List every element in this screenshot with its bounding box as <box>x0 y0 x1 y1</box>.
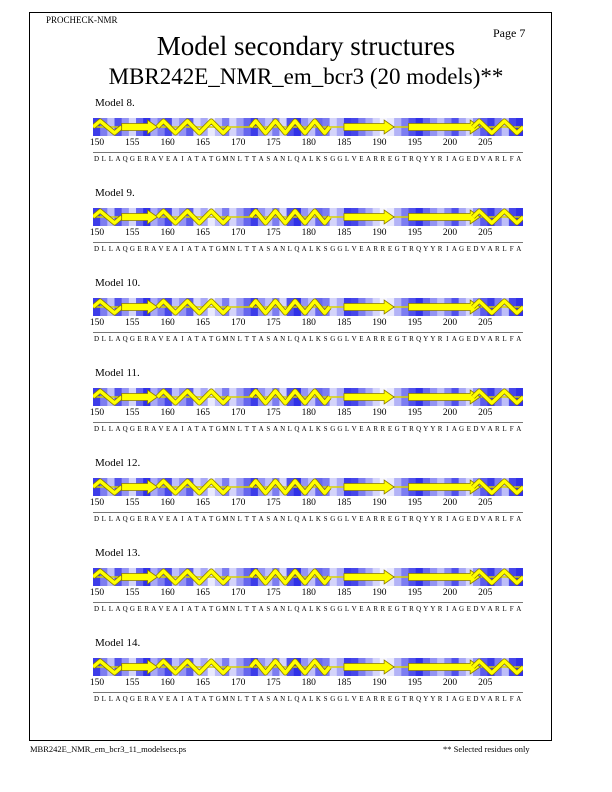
residue-tick-label: 170 <box>231 138 246 148</box>
residue-tick-label: 185 <box>336 678 352 688</box>
residue-tick-label: 160 <box>160 228 175 238</box>
model-label: Model 14. <box>95 637 141 649</box>
residue-tick-label: 175 <box>266 678 281 688</box>
residue-tick-label: 165 <box>195 678 211 688</box>
residue-tick-label: 175 <box>266 498 281 508</box>
secondary-structure-bar <box>93 658 523 676</box>
residue-sequence: D L L A Q G E R A V E A I A T A T G M N L T T A S A N L Q A L K S G G L V E A R R E G T R Q Y Y R I A G E D V A R L F A <box>94 245 522 253</box>
footer-note: ** Selected residues only <box>443 744 530 754</box>
residue-tick-label: 150 <box>89 408 105 418</box>
secondary-structure-bar <box>93 118 523 136</box>
divider <box>93 152 523 153</box>
page-number: Page 7 <box>493 26 526 40</box>
residue-tick-label: 165 <box>195 588 211 598</box>
residue-tick-label: 195 <box>407 228 422 238</box>
model-block <box>0 457 612 547</box>
residue-tick-label: 150 <box>89 498 105 508</box>
model-label: Model 9. <box>95 187 135 199</box>
residue-tick-label: 175 <box>266 228 281 238</box>
residue-tick-label: 185 <box>336 228 352 238</box>
model-label: Model 13. <box>95 547 141 559</box>
residue-tick-label: 190 <box>372 498 387 508</box>
residue-tick-label: 165 <box>195 228 211 238</box>
residue-tick-label: 205 <box>478 228 493 238</box>
residue-ticks <box>0 318 612 330</box>
residue-tick-label: 205 <box>478 678 493 688</box>
residue-tick-label: 155 <box>125 588 140 598</box>
residue-tick-label: 195 <box>407 588 422 598</box>
residue-tick-label: 185 <box>336 408 352 418</box>
residue-tick-label: 160 <box>160 678 175 688</box>
residue-tick-label: 160 <box>160 498 175 508</box>
residue-tick-label: 175 <box>266 588 281 598</box>
residue-sequence: D L L A Q G E R A V E A I A T A T G M N L T T A S A N L Q A L K S G G L V E A R R E G T R Q Y Y R I A G E D V A R L F A <box>94 515 522 523</box>
model-label: Model 12. <box>95 457 141 469</box>
residue-tick-label: 190 <box>372 138 387 148</box>
residue-tick-label: 170 <box>231 318 246 328</box>
residue-tick-label: 205 <box>478 408 493 418</box>
secondary-structure-bar <box>93 208 523 226</box>
divider <box>93 332 523 333</box>
residue-tick-label: 200 <box>442 498 458 508</box>
residue-tick-label: 195 <box>407 408 422 418</box>
residue-tick-label: 175 <box>266 318 281 328</box>
residue-tick-label: 200 <box>442 408 458 418</box>
residue-tick-label: 150 <box>89 318 105 328</box>
secondary-structure-svg <box>93 658 523 676</box>
residue-tick-label: 170 <box>231 228 246 238</box>
residue-tick-label: 185 <box>336 318 352 328</box>
residue-ticks <box>0 228 612 240</box>
residue-tick-label: 205 <box>478 318 493 328</box>
residue-tick-label: 195 <box>407 678 422 688</box>
residue-tick-label: 205 <box>478 498 493 508</box>
secondary-structure-svg <box>93 118 523 136</box>
residue-tick-label: 160 <box>160 408 175 418</box>
residue-sequence: D L L A Q G E R A V E A I A T A T G M N L T T A S A N L Q A L K S G G L V E A R R E G T R Q Y Y R I A G E D V A R L F A <box>94 155 522 163</box>
secondary-structure-bar <box>93 478 523 496</box>
residue-tick-label: 155 <box>125 678 140 688</box>
residue-tick-label: 160 <box>160 138 175 148</box>
residue-ticks <box>0 588 612 600</box>
secondary-structure-svg <box>93 298 523 316</box>
residue-tick-label: 150 <box>89 678 105 688</box>
residue-tick-label: 170 <box>231 678 246 688</box>
residue-tick-label: 200 <box>442 228 458 238</box>
residue-tick-label: 190 <box>372 678 387 688</box>
residue-tick-label: 195 <box>407 318 422 328</box>
residue-tick-label: 200 <box>442 138 458 148</box>
secondary-structure-bar <box>93 388 523 406</box>
model-block <box>0 637 612 727</box>
residue-tick-label: 180 <box>301 138 316 148</box>
residue-tick-label: 150 <box>89 228 105 238</box>
model-block <box>0 97 612 187</box>
residue-tick-label: 205 <box>478 138 493 148</box>
residue-tick-label: 165 <box>195 498 211 508</box>
secondary-structure-bar <box>93 568 523 586</box>
residue-tick-label: 155 <box>125 408 140 418</box>
residue-tick-label: 180 <box>301 678 316 688</box>
residue-tick-label: 180 <box>301 588 316 598</box>
footer-filename: MBR242E_NMR_em_bcr3_11_modelsecs.ps <box>30 744 187 754</box>
residue-tick-label: 155 <box>125 318 140 328</box>
residue-tick-label: 195 <box>407 498 422 508</box>
residue-tick-label: 190 <box>372 228 387 238</box>
secondary-structure-svg <box>93 208 523 226</box>
residue-sequence: D L L A Q G E R A V E A I A T A T G M N L T T A S A N L Q A L K S G G L V E A R R E G T R Q Y Y R I A G E D V A R L F A <box>94 695 522 703</box>
model-label: Model 10. <box>95 277 141 289</box>
residue-tick-label: 155 <box>125 498 140 508</box>
residue-sequence: D L L A Q G E R A V E A I A T A T G M N L T T A S A N L Q A L K S G G L V E A R R E G T R Q Y Y R I A G E D V A R L F A <box>94 605 522 613</box>
residue-tick-label: 180 <box>301 228 316 238</box>
residue-tick-label: 165 <box>195 138 211 148</box>
program-label: PROCHECK-NMR <box>46 15 118 25</box>
residue-tick-label: 165 <box>195 408 211 418</box>
residue-ticks <box>0 138 612 150</box>
residue-tick-label: 200 <box>442 588 458 598</box>
residue-tick-label: 175 <box>266 138 281 148</box>
residue-tick-label: 190 <box>372 588 387 598</box>
residue-ticks <box>0 408 612 420</box>
residue-tick-label: 205 <box>478 588 493 598</box>
model-label: Model 11. <box>95 367 140 379</box>
page-title: Model secondary structures <box>156 31 456 61</box>
residue-ticks <box>0 678 612 690</box>
residue-tick-label: 200 <box>442 318 458 328</box>
divider <box>93 512 523 513</box>
residue-tick-label: 150 <box>89 588 105 598</box>
residue-tick-label: 160 <box>160 588 175 598</box>
residue-tick-label: 185 <box>336 588 352 598</box>
model-block <box>0 277 612 367</box>
residue-tick-label: 185 <box>336 138 352 148</box>
residue-ticks <box>0 498 612 510</box>
residue-tick-label: 180 <box>301 498 316 508</box>
residue-tick-label: 175 <box>266 408 281 418</box>
residue-tick-label: 200 <box>442 678 458 688</box>
divider <box>93 422 523 423</box>
residue-tick-label: 170 <box>231 498 246 508</box>
residue-tick-label: 155 <box>125 228 140 238</box>
residue-tick-label: 190 <box>372 318 387 328</box>
residue-tick-label: 155 <box>125 138 140 148</box>
divider <box>93 692 523 693</box>
divider <box>93 242 523 243</box>
divider <box>93 602 523 603</box>
secondary-structure-svg <box>93 568 523 586</box>
secondary-structure-svg <box>93 388 523 406</box>
residue-tick-label: 180 <box>301 318 316 328</box>
residue-tick-label: 150 <box>89 138 105 148</box>
residue-tick-label: 190 <box>372 408 387 418</box>
model-label: Model 8. <box>95 97 135 109</box>
residue-tick-label: 195 <box>407 138 422 148</box>
residue-tick-label: 170 <box>231 588 246 598</box>
residue-tick-label: 160 <box>160 318 175 328</box>
residue-tick-label: 165 <box>195 318 211 328</box>
secondary-structure-svg <box>93 478 523 496</box>
model-block <box>0 187 612 277</box>
page-subtitle: MBR242E_NMR_em_bcr3 (20 models)** <box>108 64 504 89</box>
residue-tick-label: 185 <box>336 498 352 508</box>
model-block <box>0 367 612 457</box>
residue-tick-label: 170 <box>231 408 246 418</box>
residue-sequence: D L L A Q G E R A V E A I A T A T G M N L T T A S A N L Q A L K S G G L V E A R R E G T R Q Y Y R I A G E D V A R L F A <box>94 335 522 343</box>
residue-sequence: D L L A Q G E R A V E A I A T A T G M N L T T A S A N L Q A L K S G G L V E A R R E G T R Q Y Y R I A G E D V A R L F A <box>94 425 522 433</box>
secondary-structure-bar <box>93 298 523 316</box>
model-block <box>0 547 612 637</box>
residue-tick-label: 180 <box>301 408 316 418</box>
